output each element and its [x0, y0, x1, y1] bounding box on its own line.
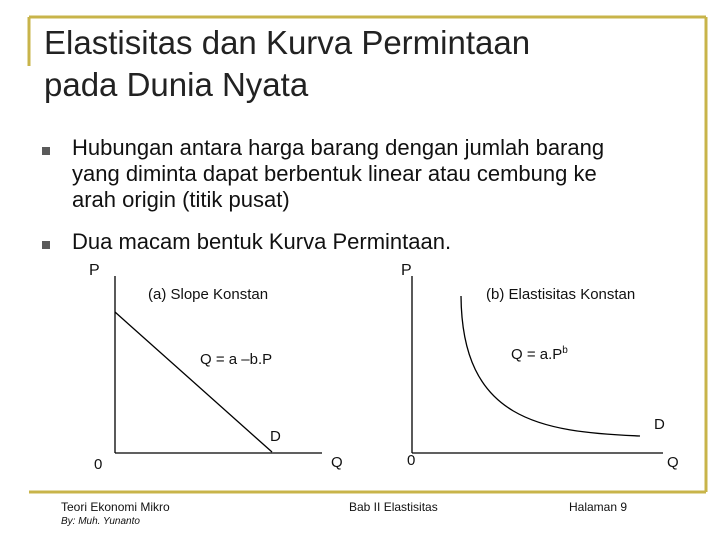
graph-b-x-label: Q — [667, 454, 679, 471]
graph-b-origin: 0 — [407, 452, 416, 469]
bullet-marker-2 — [42, 241, 50, 249]
title-line-1: Elastisitas dan Kurva Permintaan — [44, 24, 531, 61]
footer-author: By: Muh. Yunanto — [61, 516, 140, 527]
graph-b-caption: (b) Elastisitas Konstan — [486, 286, 636, 303]
title-line-2: pada Dunia Nyata — [44, 66, 309, 103]
graph-a-origin: 0 — [94, 456, 103, 473]
graph-b-equation-base: Q = a.P — [511, 346, 563, 363]
bullet-text-2: Dua macam bentuk Kurva Permintaan. — [72, 229, 452, 254]
bullet-marker-1 — [42, 147, 50, 155]
graph-a-demand-line — [115, 312, 272, 452]
graph-a-caption: (a) Slope Konstan — [148, 286, 269, 303]
graph-b-curve-label: D — [654, 416, 665, 433]
graph-b-y-label: P — [401, 262, 412, 279]
graph-b-demand-curve — [461, 296, 640, 436]
graph-a-equation: Q = a –b.P — [200, 351, 273, 368]
graph-a-curve-label: D — [270, 428, 281, 445]
graph-b-equation — [511, 345, 568, 363]
graph-b-equation-exponent: b — [562, 345, 568, 356]
page-title — [44, 22, 530, 106]
footer-course: Teori Ekonomi Mikro — [61, 500, 170, 514]
graph-a-y-label: P — [89, 262, 100, 279]
footer-chapter: Bab II Elastisitas — [349, 500, 438, 514]
footer-page-number: Halaman 9 — [569, 500, 628, 514]
graph-a-x-label: Q — [331, 454, 343, 471]
bullet-text-1: Hubungan antara harga barang dengan jumlah barang yang diminta dapat berbentuk linear atau cembung ke arah origin (titik pusat) — [72, 135, 605, 212]
